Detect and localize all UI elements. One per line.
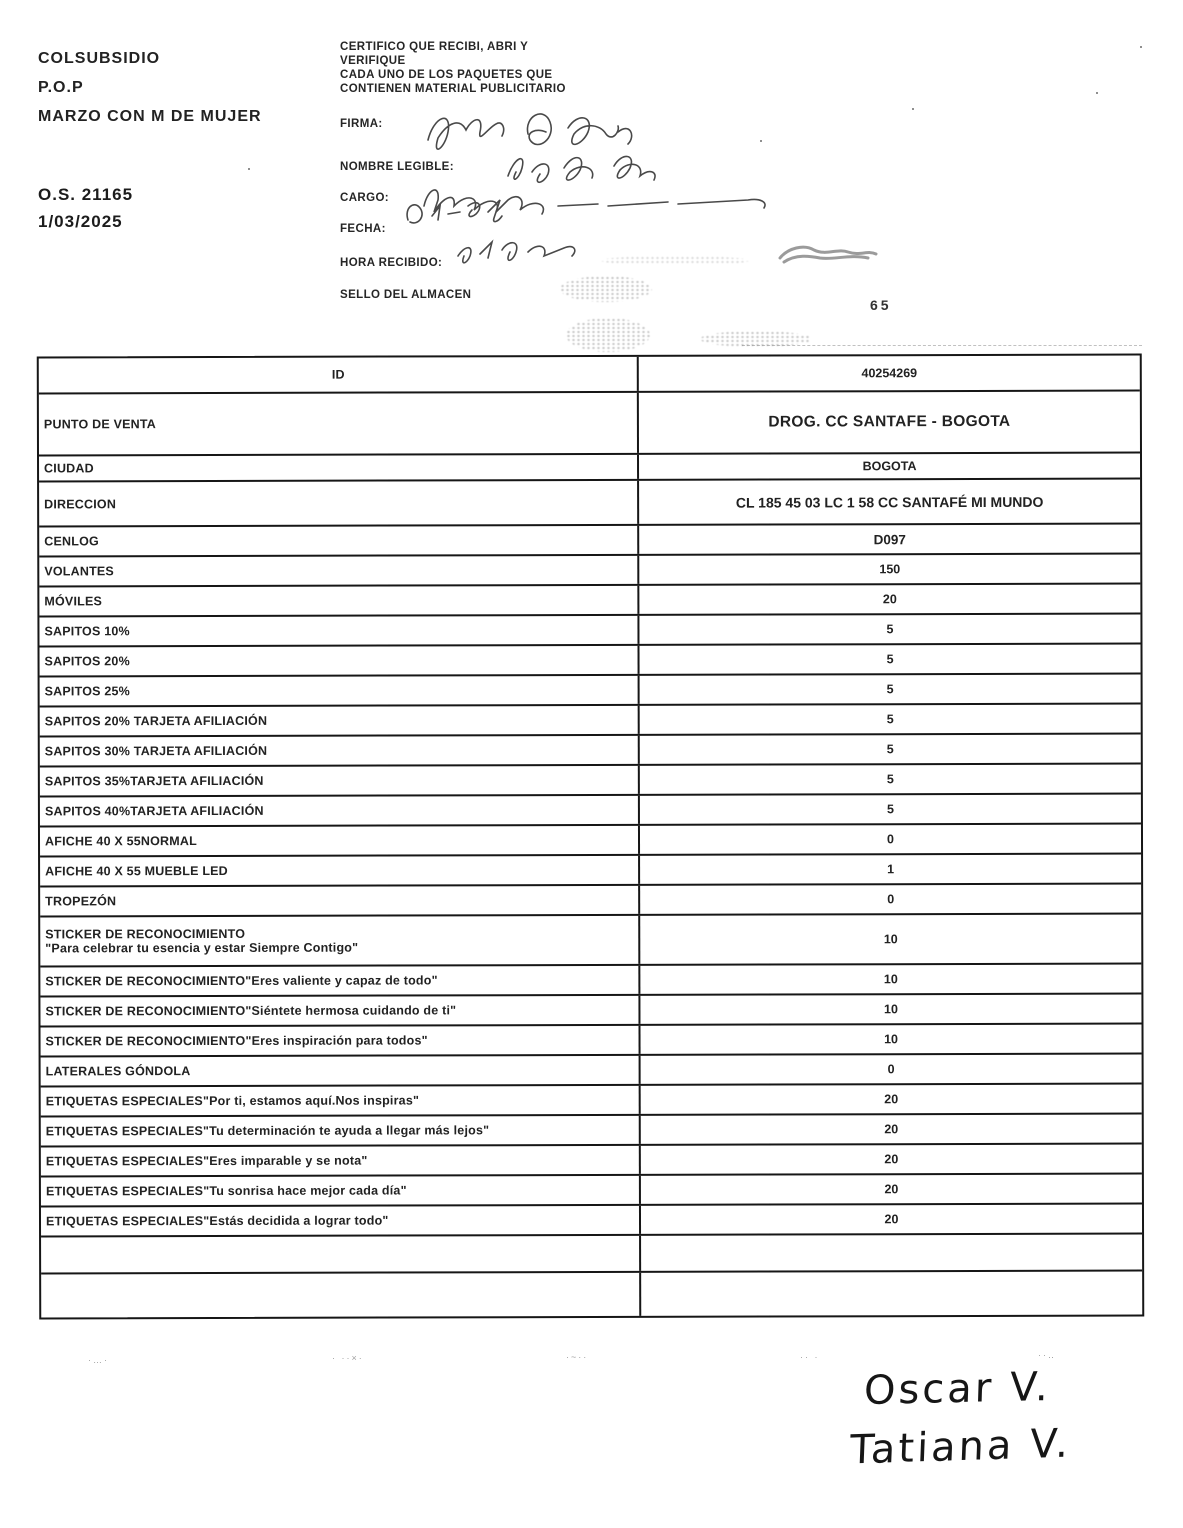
sello-almacen-label: SELLO DEL ALMACEN [340,289,472,301]
row-value: 5 [886,682,894,697]
row-label-text: ETIQUETAS ESPECIALES"Tu sonrisa hace mejor cada día" [45,1183,407,1199]
row-label [41,1086,641,1116]
table-row [40,735,1141,768]
row-value: 20 [882,592,897,607]
row-label [41,1146,641,1176]
row-label [41,1273,641,1318]
row-label-text: AFICHE 40 X 55NORMAL [44,834,197,849]
table-row [40,885,1141,918]
row-value: 40254269 [861,366,918,381]
scan-artifact: · ··×· [332,1353,364,1363]
row-value: 5 [886,622,894,637]
table-row [40,965,1141,998]
order-number: O.S. 21165 [38,185,134,204]
row-label [40,766,640,796]
row-label [39,357,639,393]
scan-artifact: ·· · [800,1352,820,1362]
row-label-text [46,1253,635,1255]
table-row [39,555,1140,588]
scan-artifact-line [742,345,1142,346]
row-label-text: ETIQUETAS ESPECIALES"Estás decidida a lograr todo" [45,1213,389,1229]
table-row [40,645,1141,678]
nombre-legible-label: NOMBRE LEGIBLE: [340,161,454,173]
table-row [40,825,1141,858]
stamp-smudge [600,256,750,265]
certification-text-line: VERIFIQUE [340,55,406,67]
table-row [41,1175,1142,1208]
row-label [40,886,640,916]
table-row [39,480,1140,528]
row-label-text: ID [331,367,345,382]
fecha-label: FECHA: [340,223,386,235]
row-label-text: CENLOG [44,534,99,549]
table-row [40,705,1141,738]
table-row [41,1115,1142,1148]
row-label [40,646,640,676]
row-label-text [46,1294,635,1296]
row-label-text: ETIQUETAS ESPECIALES"Eres imparable y se nota" [45,1153,368,1169]
company-name: COLSUBSIDIO [38,50,161,67]
row-value: 1 [887,862,895,877]
row-label-text: TROPEZÓN [45,894,117,909]
row-label [39,526,639,556]
scan-noise-dot [1140,46,1142,48]
table-row [40,1025,1141,1058]
materials-table [37,354,1145,1320]
table-row [40,795,1141,828]
row-value: 0 [887,832,894,847]
row-label-text: SAPITOS 25% [44,684,130,699]
table-row [39,525,1140,558]
scan-artifact: ··‥ [1038,1350,1057,1360]
table-row [40,765,1141,798]
row-value: 5 [886,802,894,817]
row-label-text: STICKER DE RECONOCIMIENTO"Eres valiente y capaz de todo" [45,973,438,989]
certification-text-line: CADA UNO DE LOS PAQUETES QUE [340,69,553,81]
row-label [40,856,640,886]
scan-noise-dot [248,168,250,170]
row-value: BOGOTA [862,459,917,474]
table-row [41,1272,1142,1318]
row-label-text: AFICHE 40 X 55 MUEBLE LED [45,863,228,879]
table-row [40,915,1141,968]
cargo-label: CARGO: [340,192,390,204]
certification-text-line: CERTIFICO QUE RECIBI, ABRI Y [340,41,529,53]
row-label [40,706,640,736]
row-label [40,1026,640,1056]
handwritten-name-tatiana: Tatiana V. [849,1420,1072,1474]
row-value: 20 [884,1212,899,1227]
order-header [38,44,338,235]
hora-recibido-label: HORA RECIBIDO: [340,257,443,269]
row-value: 5 [886,772,894,787]
row-label [40,796,640,826]
row-label [41,1176,641,1206]
row-label-text: STICKER DE RECONOCIMIENTO [45,926,246,942]
row-label-text: SAPITOS 20% TARJETA AFILIACIÓN [44,713,268,729]
row-label-text: CIUDAD [44,461,94,476]
table-row [39,454,1140,483]
stamp-smudge [566,318,650,352]
row-value: 20 [884,1122,899,1137]
row-label-text: STICKER DE RECONOCIMIENTO"Siéntete hermosa cuidando de ti" [45,1003,457,1019]
table-row [40,675,1141,708]
row-value: DROG. CC SANTAFE - BOGOTA [768,412,1011,431]
certification-text-line: CONTIENEN MATERIAL PUBLICITARIO [340,83,566,95]
row-label [40,966,640,996]
row-label [40,826,640,856]
order-date: 1/03/2025 [38,212,123,231]
row-label [41,1056,641,1086]
campaign-name: MARZO CON M DE MUJER [38,108,262,125]
row-value: 5 [886,652,894,667]
row-label-text: STICKER DE RECONOCIMIENTO"Eres inspiración para todos" [45,1033,428,1049]
row-label-text: SAPITOS 40%TARJETA AFILIACIÓN [44,803,264,819]
row-value: D097 [873,531,906,547]
row-value: CL 185 45 03 LC 1 58 CC SANTAFÉ MI MUNDO [735,493,1044,511]
table-row [39,585,1140,618]
row-label-text: SAPITOS 35%TARJETA AFILIACIÓN [44,773,264,789]
row-label [41,1206,641,1236]
row-value: 10 [883,972,898,987]
table-row [41,1205,1142,1238]
table-row [39,392,1140,457]
row-value: 20 [884,1182,899,1197]
row-label [40,996,640,1026]
scan-noise-dot [912,108,914,110]
firma-label: FIRMA: [340,118,383,130]
material-type: P.O.P [38,79,84,96]
table-row [41,1085,1142,1118]
row-value [641,1235,1142,1271]
table-row [40,855,1141,888]
scan-artifact: ·…· [88,1355,109,1365]
row-label-text: PUNTO DE VENTA [43,417,157,432]
table-row [40,995,1141,1028]
row-label [40,736,640,766]
row-label-text: MÓVILES [44,594,103,609]
row-label [39,393,639,455]
table-row [39,615,1140,648]
handwritten-name-oscar: Oscar V. [863,1364,1052,1414]
row-label-text: SAPITOS 10% [44,624,130,639]
scan-noise-dot [760,140,762,142]
row-label-text: SAPITOS 30% TARJETA AFILIACIÓN [44,743,268,759]
row-value: 10 [883,1002,898,1017]
row-label-subtext: "Para celebrar tu esencia y estar Siempre Contigo" [45,940,359,956]
row-value: 10 [884,1032,899,1047]
row-label-text: SAPITOS 20% [44,654,130,669]
scan-noise-dot [1096,92,1098,94]
row-label [39,616,639,646]
row-label [40,916,640,966]
row-label-text: ETIQUETAS ESPECIALES"Tu determinación te ayuda a llegar más lejos" [45,1123,490,1139]
row-label [39,586,639,616]
row-label [39,481,639,526]
scan-artifact: ·~·· [566,1352,589,1362]
stray-number: 65 [870,297,892,313]
row-label-text: ETIQUETAS ESPECIALES"Por ti, estamos aquí.Nos inspiras" [45,1093,420,1109]
row-value: 150 [879,562,901,577]
table-row [41,1145,1142,1178]
row-label [39,556,639,586]
table-row [41,1055,1142,1088]
row-label-text: LATERALES GÓNDOLA [45,1064,191,1079]
row-label-text: VOLANTES [44,564,114,579]
row-label [41,1236,641,1273]
row-value: 10 [883,932,898,947]
stamp-smudge [560,276,652,302]
row-label [40,676,640,706]
row-label-text: DIRECCION [44,496,117,511]
row-value: 0 [887,1062,895,1077]
table-row [39,356,1140,395]
table-row [41,1235,1142,1275]
row-value: 0 [887,892,895,907]
row-label [39,455,639,481]
row-label [41,1116,641,1146]
row-value: 20 [884,1092,899,1107]
row-value: 5 [886,742,894,757]
row-value [641,1272,1142,1316]
row-value: 5 [886,712,894,727]
row-value: 20 [884,1152,899,1167]
